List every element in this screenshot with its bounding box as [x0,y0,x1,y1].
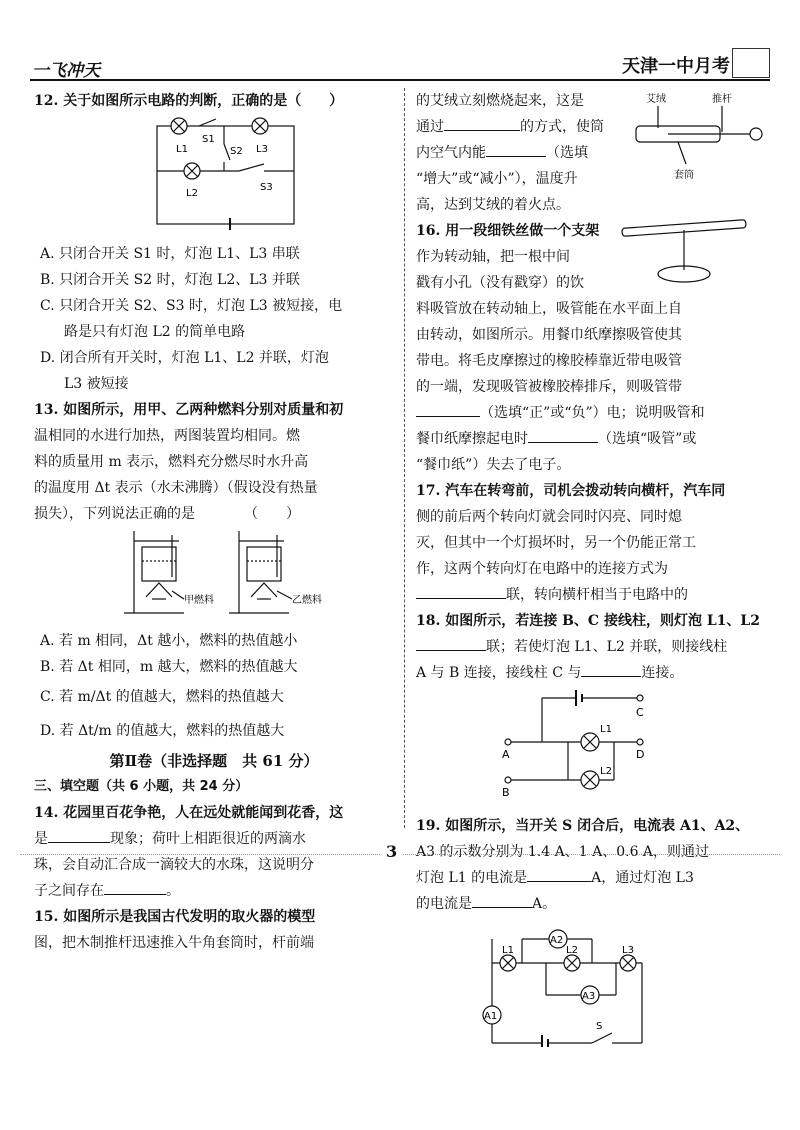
q13-option-d: D. 若 Δt/m 的值越大，燃料的热值越大 [40,723,285,739]
q16-line-10: “餐巾纸”）失去了电子。 [416,457,571,473]
q13-line-2: 温相同的水进行加热，两图装置均相同。燃 [34,428,300,444]
q17-line-4: 作，这两个转向灯在电路中的连接方式为 [416,561,668,577]
q15-label-tuigan: 推杆 [712,94,732,105]
q16-line-1: 16. 用一段细铁丝做一个支架 [416,223,600,239]
q12-label-s1: S1 [202,134,215,145]
q12-option-d: D. 闭合所有开关时，灯泡 L1、L2 并联，灯泡 [40,350,329,366]
q17-blank-1[interactable] [416,582,506,599]
q19-line-1: 19. 如图所示，当开关 S 闭合后，电流表 A1、A2、 [416,818,750,834]
q13-line-3: 料的质量用 m 表示，燃料充分燃尽时水升高 [34,454,309,470]
q19-text-4b: A。 [532,896,557,912]
q18-label-l2: L2 [600,766,612,777]
q15-r4: “增大”或“减小”），温度升 [416,171,578,187]
q17-line-1: 17. 汽车在转弯前，司机会拨动转向横杆，汽车同 [416,483,726,499]
q18-line-2 [416,634,770,660]
q18-blank-1[interactable] [416,634,486,651]
q18-label-d: D [636,748,645,761]
q19-line-2: A3 的示数分别为 1.4 A、1 A、0.6 A，则通过 [416,844,710,860]
q14-blank-1[interactable] [48,826,110,843]
q15-r2 [416,114,626,140]
q19-circuit-figure [416,917,770,1047]
q17-text-5b: 联，转向横杆相当于电路中的 [506,587,688,603]
q19-label-a3: A3 [582,991,596,1002]
q15-blank-1[interactable] [444,114,520,131]
header-left: 一飞冲天 [32,61,100,81]
right-column [416,88,770,1056]
q18-line-3 [416,660,770,686]
q13-line-1: 13. 如图所示，用甲、乙两种燃料分别对质量和初 [34,402,344,418]
q13-label-jia: 甲燃料 [184,595,214,606]
q14-text-4a: 子之间存在 [34,883,104,899]
q16-line-9 [416,426,770,452]
q15-r3b: （选填 [546,145,588,161]
q18-text-2b: 联；若使灯泡 L1、L2 并联，则接线柱 [486,639,728,655]
q14-blank-2[interactable] [104,878,166,895]
q16-text-8b: （选填“正”或“负”）电；说明吸管和 [480,405,705,421]
q14-line-1: 14. 花园里百花争艳，人在远处就能闻到花香，这 [34,805,344,821]
q18-label-l1: L1 [600,724,612,735]
q17-line-5 [416,582,770,608]
q12-option-c-cont: 路是只有灯泡 L2 的简单电路 [64,324,246,340]
q17-line-2: 侧的前后两个转向灯就会同时闪亮、同时熄 [416,509,682,525]
q16-line-5: 由转动，如图所示。用餐巾纸摩擦吸管使其 [416,327,682,343]
q19-text-3a: 灯泡 L1 的电流是 [416,870,528,886]
part2-title: 第Ⅱ卷（非选择题 共 61 分） [109,752,319,770]
q16-block [416,218,770,478]
q18-blank-2[interactable] [581,660,641,677]
q15-r3a: 内空气内能 [416,145,486,161]
q12-option-d-cont: L3 被短接 [64,376,129,392]
q12-stem: 12. 关于如图所示电路的判断，正确的是（ ） [34,93,344,109]
q16-blank-2[interactable] [528,426,598,443]
q19-label-a1: A1 [484,1011,498,1022]
q15-text [416,88,626,218]
q16-line-4: 料吸管放在转动轴上，吸管能在水平面上自 [416,301,682,317]
q12-option-c: C. 只闭合开关 S2、S3 时，灯泡 L3 被短接，电 [40,298,343,314]
q15-label-taotong: 套筒 [674,170,694,181]
q19-label-l2: L2 [566,945,578,956]
section3-title: 三、填空题（共 6 小题，共 24 分） [34,779,249,794]
q15-label-airong: 艾绒 [646,94,666,105]
q19-label-l1: L1 [502,945,514,956]
q19-blank-1[interactable] [527,865,591,882]
q15-r3 [416,140,626,166]
q12-circuit-figure [34,114,394,232]
q14-line-3: 珠，会自动汇合成一滴较大的水珠，这说明分 [34,857,314,873]
q12-label-s3: S3 [260,182,273,193]
q19-blank-2[interactable] [472,891,532,908]
q18-line-1: 18. 如图所示，若连接 B、C 接线柱，则灯泡 L1、L2 [416,613,760,629]
page-number: 3 [380,842,403,861]
q12-label-s2: S2 [230,146,243,157]
q14-text-4b: 。 [166,883,180,899]
q19-label-s: S [596,1021,603,1032]
q15-r1: 的艾绒立刻燃烧起来，这是 [416,93,584,109]
q15-blank-2[interactable] [486,140,546,157]
q13-heating-figure [34,527,394,619]
q12-label-l1: L1 [176,144,188,155]
q16-text-9b: （选填“吸管”或 [598,431,697,447]
left-column [34,88,394,956]
q14-text-2b: 现象；荷叶上相距很近的两滴水 [110,831,306,847]
q13-line-5: 损失），下列说法正确的是 （ ） [34,506,300,522]
q12-label-l2: L2 [186,188,198,199]
q19-label-l3: L3 [622,945,634,956]
q12-option-a: A. 只闭合开关 S1 时，灯泡 L1、L3 串联 [40,246,300,262]
q15-r2b: 的方式，使筒 [520,119,604,135]
q19-label-a2: A2 [550,935,564,946]
q18-label-a: A [502,748,510,761]
q15-fire-starter-figure [628,88,770,188]
q17-line-3: 灭，但其中一个灯损坏时，另一个仍能正常工 [416,535,696,551]
q12-option-b: B. 只闭合开关 S2 时，灯泡 L2、L3 并联 [40,272,300,288]
q16-blank-1[interactable] [416,400,480,417]
q14-line-2 [34,826,394,852]
q13-line-4: 的温度用 Δt 表示（水未沸腾）（假设没有热量 [34,480,318,496]
q13-option-c: C. 若 m/Δt 的值越大，燃料的热值越大 [40,689,284,705]
q16-line-3: 戳有小孔（没有戳穿）的饮 [416,275,584,291]
q19-text-4a: 的电流是 [416,896,472,912]
q18-text-3a: A 与 B 连接，接线柱 C 与 [416,665,582,681]
header-right: 天津一中月考 [622,56,730,77]
q13-option-b: B. 若 Δt 相同，m 越大，燃料的热值越大 [40,659,298,675]
column-divider [404,88,405,828]
header-rule [30,79,770,81]
q13-option-a: A. 若 m 相同，Δt 越小，燃料的热值越小 [40,633,298,649]
q12-label-l3: L3 [256,144,268,155]
q15-line-2: 图，把木制推杆迅速推入牛角套筒时，杆前端 [34,935,314,951]
q14-text-2a: 是 [34,831,48,847]
q15-right-block [416,88,770,218]
q16-line-8 [416,400,770,426]
q19-line-3 [416,865,770,891]
q18-circuit-figure [416,686,770,804]
q16-line-6: 带电。将毛皮摩擦过的橡胶棒靠近带电吸管 [416,353,682,369]
q16-text-9a: 餐巾纸摩擦起电时 [416,431,528,447]
q19-line-4 [416,891,770,917]
q18-label-b: B [502,786,510,799]
q15-r2a: 通过 [416,119,444,135]
q14-line-4 [34,878,394,904]
q16-line-2: 作为转动轴，把一根中间 [416,249,570,265]
q15-r5: 高，达到艾绒的着火点。 [416,197,570,213]
header-logo-icon [732,48,770,78]
q18-text-3b: 连接。 [641,665,684,681]
q16-straw-figure [616,218,756,290]
q19-text-3b: A，通过灯泡 L3 [591,870,694,886]
q18-label-c: C [636,706,644,719]
q13-label-yi: 乙燃料 [292,595,322,606]
q15-line-1: 15. 如图所示是我国古代发明的取火器的模型 [34,909,316,925]
q16-line-7: 的一端，发现吸管被橡胶棒排斥，则吸管带 [416,379,682,395]
